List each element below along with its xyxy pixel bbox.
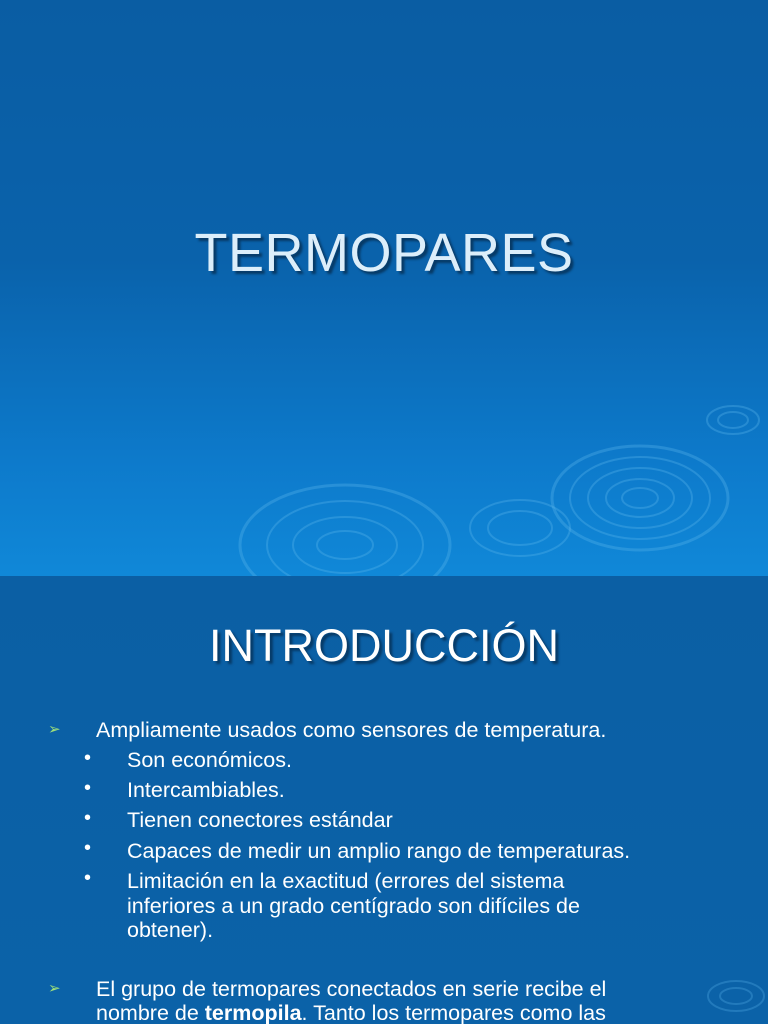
text-run: nombre de	[96, 1001, 205, 1024]
list-item-continuation	[96, 1001, 606, 1024]
sub-list-item-continuation: obtener).	[127, 918, 214, 942]
text-run: . Tanto los termopares como las	[301, 1001, 606, 1024]
bullet-dot-icon: •	[84, 837, 92, 859]
arrow-bullet-icon: ➢	[48, 721, 61, 738]
sub-list-item: Capaces de medir un amplio rango de temperaturas.	[127, 839, 631, 863]
list-item: Ampliamente usados como sensores de temperatura.	[96, 718, 607, 742]
sub-list-item: Tienen conectores estándar	[127, 808, 393, 832]
bullet-dot-icon: •	[84, 777, 92, 799]
sub-list-item: Son económicos.	[127, 748, 292, 772]
slide-title: TERMOPARES	[194, 223, 574, 283]
list-item: El grupo de termopares conectados en serie recibe el	[96, 977, 607, 1001]
sub-list-item-continuation: inferiores a un grado centígrado son difíciles de	[127, 894, 580, 918]
sub-list-item: Limitación en la exactitud (errores del sistema	[127, 869, 565, 893]
bullet-dot-icon: •	[84, 867, 92, 889]
bold-term: termopila	[204, 1001, 302, 1024]
arrow-bullet-icon: ➢	[48, 980, 61, 997]
content-slide	[0, 576, 768, 1024]
bullet-dot-icon: •	[84, 747, 92, 769]
bullet-dot-icon: •	[84, 807, 92, 829]
sub-list-item: Intercambiables.	[127, 778, 285, 802]
slide-title: INTRODUCCIÓN	[209, 620, 559, 671]
